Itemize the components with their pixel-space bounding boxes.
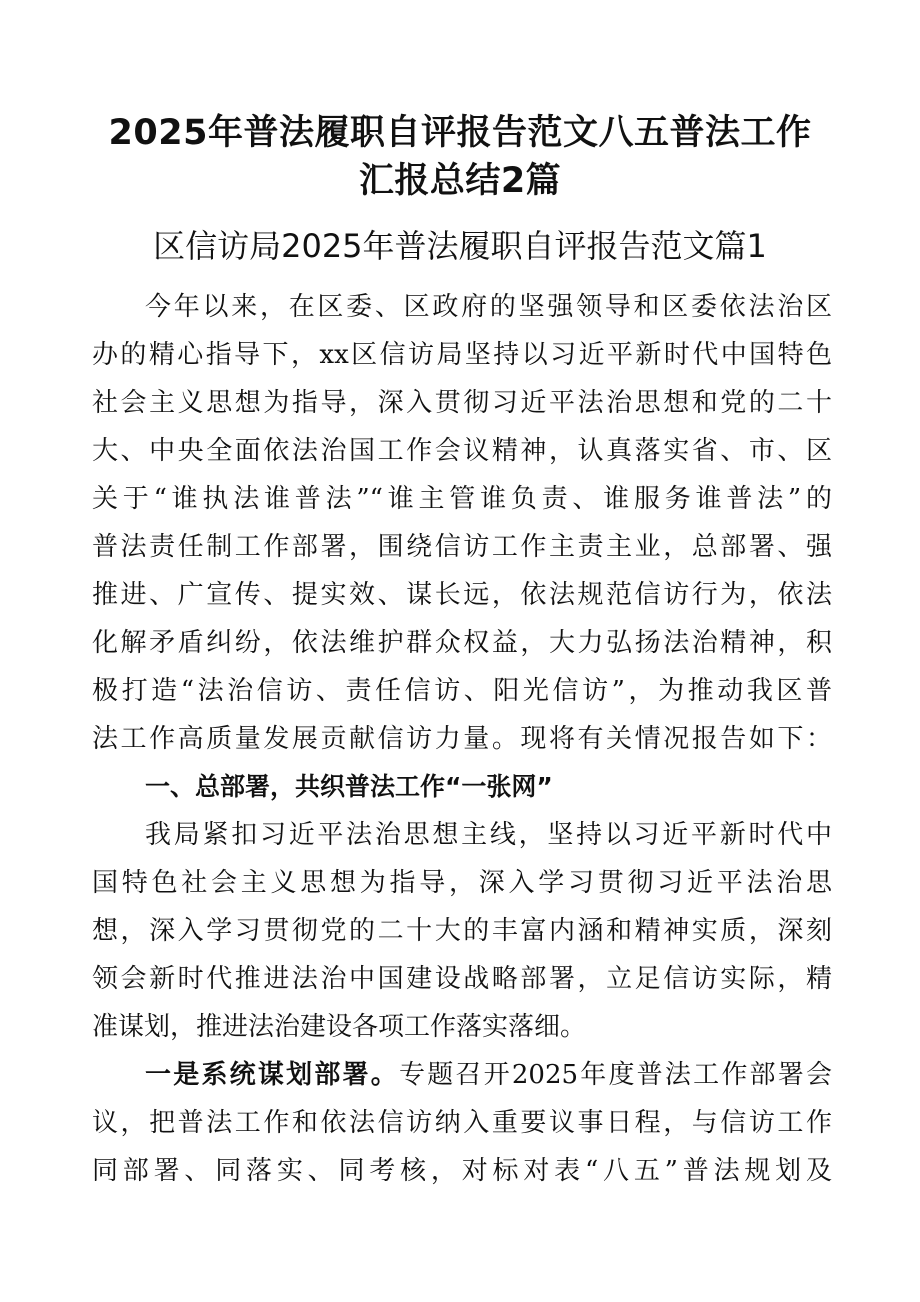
paragraph-line: 国特色社会主义思想为指导，深入学习贯彻习近平法治思 (92, 868, 832, 898)
paragraph-line: 办的精心指导下，xx区信访局坚持以习近平新时代中国特色 (92, 340, 832, 370)
paragraph-line: 法工作高质量发展贡献信访力量。现将有关情况报告如下： (92, 724, 832, 754)
document-title-line-2: 汇报总结2篇 (358, 161, 562, 201)
paragraph-line: 大、中央全面依法治国工作会议精神，认真落实省、市、区 (92, 436, 832, 466)
point-lead: 一是系统谋划部署。 (145, 1060, 399, 1090)
point-text: 专题召开2025年度普法工作部署会 (398, 1060, 832, 1090)
document-title-line-1: 2025年普法履职自评报告范文八五普法工作 (108, 113, 812, 153)
paragraph-line: 同部署、同落实、同考核，对标对表“八五”普法规划及 (92, 1156, 832, 1186)
paragraph-line: 化解矛盾纠纷，依法维护群众权益，大力弘扬法治精神，积 (92, 628, 832, 658)
paragraph-line: 极打造“法治信访、责任信访、阳光信访”，为推动我区普 (92, 676, 832, 706)
paragraph-line: 议，把普法工作和依法信访纳入重要议事日程，与信访工作 (92, 1108, 832, 1138)
paragraph-line: 今年以来，在区委、区政府的坚强领导和区委依法治区 (145, 292, 832, 322)
section-heading: 一、总部署，共织普法工作“一张网” (145, 772, 553, 801)
paragraph-line: 关于“谁执法谁普法”“谁主管谁负责、谁服务谁普法”的 (92, 484, 832, 514)
paragraph-line: 我局紧扣习近平法治思想主线，坚持以习近平新时代中 (145, 820, 832, 850)
paragraph-line: 想，深入学习贯彻党的二十大的丰富内涵和精神实质，深刻 (92, 916, 832, 946)
document-subtitle: 区信访局2025年普法履职自评报告范文篇1 (153, 227, 767, 265)
paragraph-line: 推进、广宣传、提实效、谋长远，依法规范信访行为，依法 (92, 580, 832, 610)
paragraph-line: 准谋划，推进法治建设各项工作落实落细。 (92, 1012, 587, 1042)
paragraph-line: 社会主义思想为指导，深入贯彻习近平法治思想和党的二十 (92, 388, 832, 418)
paragraph-line: 领会新时代推进法治中国建设战略部署，立足信访实际，精 (92, 964, 832, 994)
paragraph-line (145, 1057, 832, 1093)
paragraph-line: 普法责任制工作部署，围绕信访工作主责主业，总部署、强 (92, 532, 832, 562)
